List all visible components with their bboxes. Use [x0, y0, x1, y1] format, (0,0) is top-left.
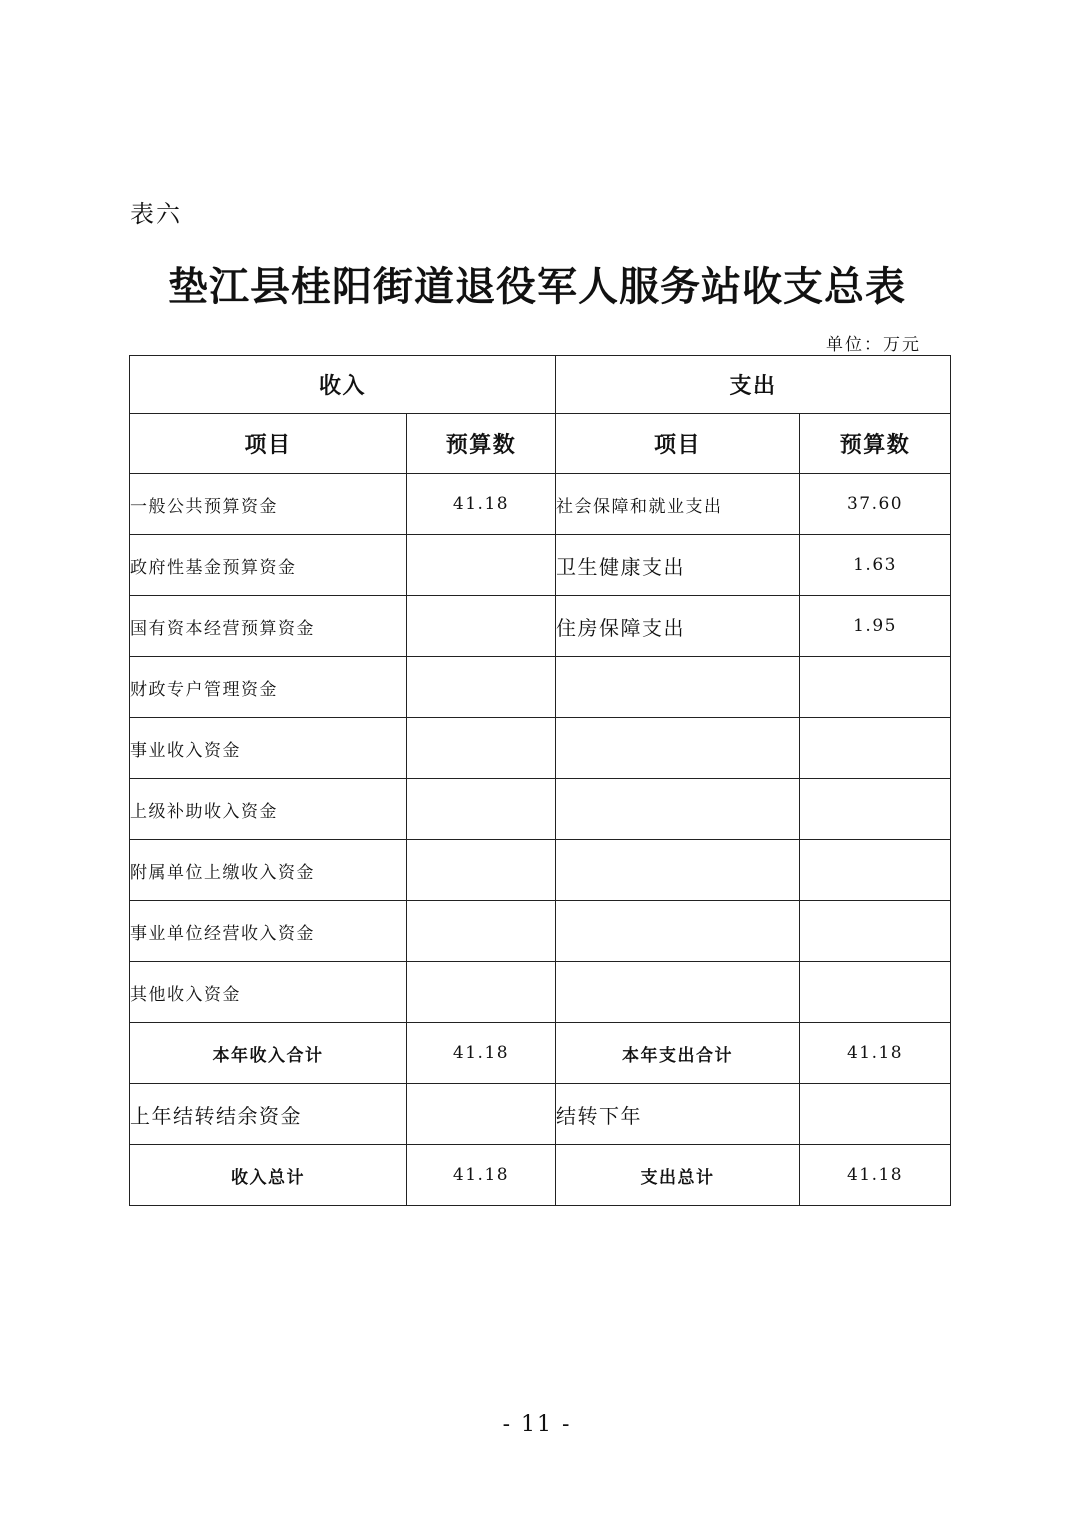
expense-value: 1.63 [800, 535, 951, 596]
expense-item [556, 901, 800, 962]
expense-value [800, 657, 951, 718]
expense-value [800, 840, 951, 901]
expense-grand-total-value: 41.18 [800, 1145, 951, 1206]
page-title: 垫江县桂阳街道退役军人服务站收支总表 [168, 263, 906, 310]
table-row [130, 535, 951, 596]
income-item: 事业收入资金 [130, 718, 407, 779]
expense-value [800, 779, 951, 840]
income-item: 政府性基金预算资金 [130, 535, 407, 596]
table-row [130, 657, 951, 718]
expense-item [556, 718, 800, 779]
income-item: 国有资本经营预算资金 [130, 596, 407, 657]
budget-summary-table [129, 355, 951, 1206]
expense-item [556, 962, 800, 1023]
income-item: 其他收入资金 [130, 962, 407, 1023]
expense-header: 支出 [556, 356, 951, 414]
expense-value [800, 962, 951, 1023]
expense-value: 1.95 [800, 596, 951, 657]
income-value [407, 779, 556, 840]
table-subheader-row [130, 414, 951, 474]
expense-item: 社会保障和就业支出 [556, 474, 800, 535]
table-row [130, 718, 951, 779]
income-item: 财政专户管理资金 [130, 657, 407, 718]
expense-item [556, 840, 800, 901]
expense-value [800, 718, 951, 779]
income-item: 事业单位经营收入资金 [130, 901, 407, 962]
income-value [407, 840, 556, 901]
income-value [407, 657, 556, 718]
unit-note: 单位：万元 [826, 335, 921, 355]
income-item: 一般公共预算资金 [130, 474, 407, 535]
income-item: 上级补助收入资金 [130, 779, 407, 840]
expense-item [556, 779, 800, 840]
income-year-total-value: 41.18 [407, 1023, 556, 1084]
expense-item [556, 657, 800, 718]
income-value [407, 596, 556, 657]
grand-total-row [130, 1145, 951, 1206]
income-item-header: 项目 [130, 414, 407, 474]
income-value [407, 535, 556, 596]
carry-over-row [130, 1084, 951, 1145]
income-value: 41.18 [407, 474, 556, 535]
table-header-row [130, 356, 951, 414]
table-row [130, 779, 951, 840]
income-grand-total-label: 收入总计 [130, 1145, 407, 1206]
expense-item-header: 项目 [556, 414, 800, 474]
expense-budget-header: 预算数 [800, 414, 951, 474]
income-item: 附属单位上缴收入资金 [130, 840, 407, 901]
income-grand-total-value: 41.18 [407, 1145, 556, 1206]
expense-carry-value [800, 1084, 951, 1145]
table-row [130, 474, 951, 535]
expense-value: 37.60 [800, 474, 951, 535]
income-value [407, 901, 556, 962]
expense-value [800, 901, 951, 962]
income-value [407, 962, 556, 1023]
expense-year-total-value: 41.18 [800, 1023, 951, 1084]
income-carry-value [407, 1084, 556, 1145]
expense-grand-total-label: 支出总计 [556, 1145, 800, 1206]
expense-year-total-label: 本年支出合计 [556, 1023, 800, 1084]
income-budget-header: 预算数 [407, 414, 556, 474]
expense-item: 卫生健康支出 [556, 535, 800, 596]
income-carry-label: 上年结转结余资金 [130, 1084, 407, 1145]
table-row [130, 901, 951, 962]
table-row [130, 596, 951, 657]
year-total-row [130, 1023, 951, 1084]
table-row [130, 840, 951, 901]
expense-item: 住房保障支出 [556, 596, 800, 657]
page-number: - 11 - [502, 1412, 572, 1437]
income-year-total-label: 本年收入合计 [130, 1023, 407, 1084]
expense-carry-label: 结转下年 [556, 1084, 800, 1145]
income-value [407, 718, 556, 779]
income-header: 收入 [130, 356, 556, 414]
table-row [130, 962, 951, 1023]
table-label: 表六 [130, 200, 182, 228]
